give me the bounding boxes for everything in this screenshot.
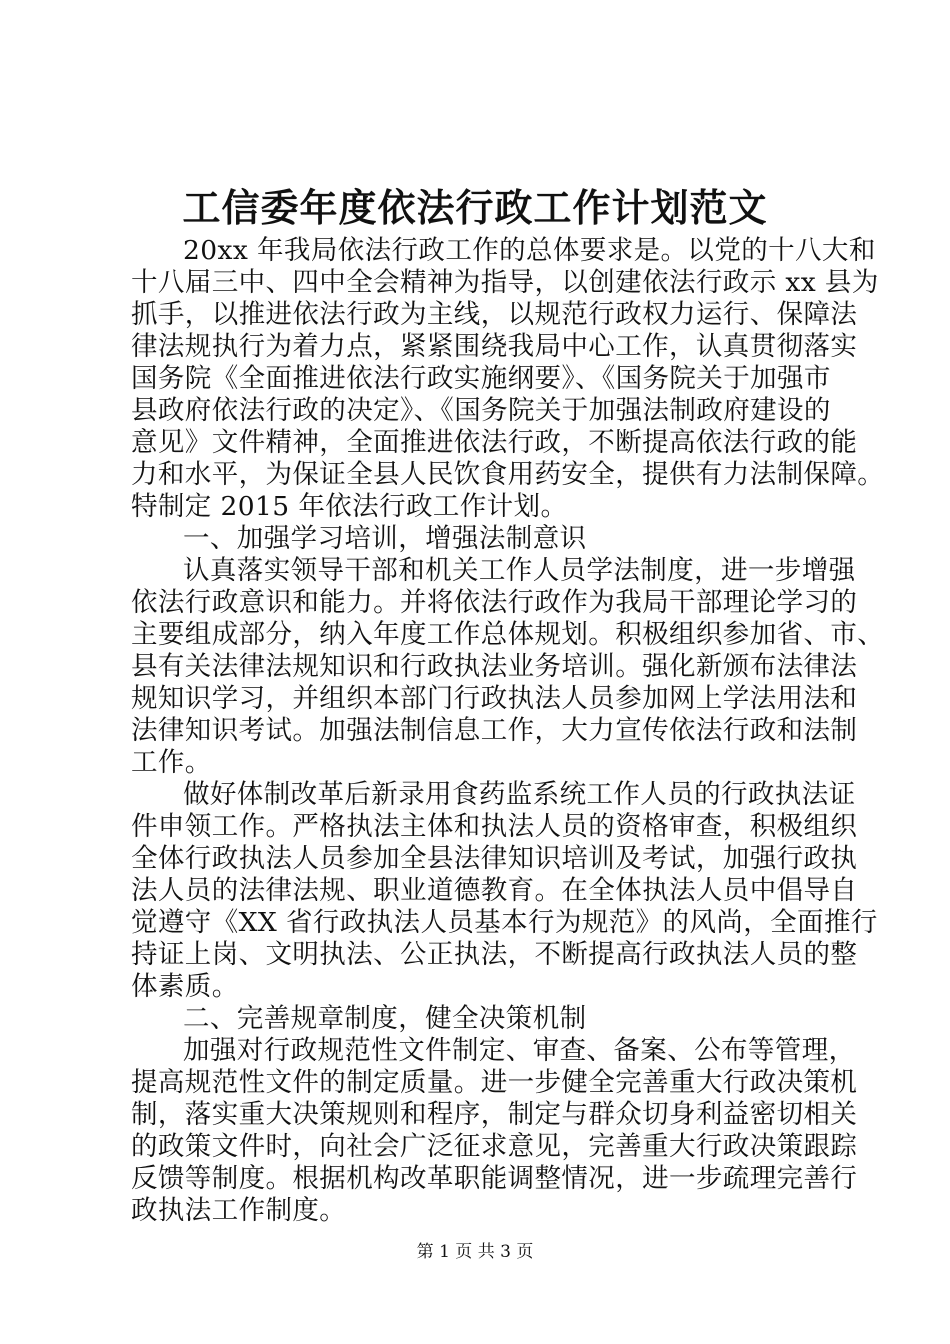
body-line: 法人员的法律法规、职业道德教育。在全体执法人员中倡导自 (131, 875, 858, 906)
body-line: 全体行政执法人员参加全县法律知识培训及考试，加强行政执 (131, 843, 858, 874)
body-line: 认真落实领导干部和机关工作人员学法制度，进一步增强 (183, 555, 856, 586)
body-line: 政执法工作制度。 (131, 1195, 347, 1226)
body-line: 制，落实重大决策规则和程序，制定与群众切身利益密切相关 (131, 1099, 858, 1130)
body-line: 提高规范性文件的制定质量。进一步健全完善重大行政决策机 (131, 1067, 858, 1098)
document-title: 工信委年度依法行政工作计划范文 (182, 185, 768, 230)
body-line: 件申领工作。严格执法主体和执法人员的资格审查，积极组织 (131, 811, 858, 842)
body-line: 反馈等制度。根据机构改革职能调整情况，进一步疏理完善行 (131, 1163, 858, 1194)
body-line: 一、加强学习培训，增强法制意识 (183, 523, 587, 554)
body-line: 二、完善规章制度，健全决策机制 (183, 1003, 587, 1034)
body-line: 力和水平，为保证全县人民饮食用药安全，提供有力法制保障。 (131, 459, 885, 490)
body-line: 体素质。 (131, 971, 239, 1002)
body-line: 抓手，以推进依法行政为主线，以规范行政权力运行、保障法 (131, 299, 858, 330)
body-line: 县有关法律法规知识和行政执法业务培训。强化新颁布法律法 (131, 651, 858, 682)
body-line: 法律知识考试。加强法制信息工作，大力宣传依法行政和法制 (131, 715, 858, 746)
document-body (131, 235, 885, 1227)
body-line: 县政府依法行政的决定》、《国务院关于加强法制政府建设的 (131, 395, 831, 426)
body-line: 的政策文件时，向社会广泛征求意见，完善重大行政决策跟踪 (131, 1131, 858, 1162)
body-line: 持证上岗、文明执法、公正执法，不断提高行政执法人员的整 (131, 939, 858, 970)
body-line: 依法行政意识和能力。并将依法行政作为我局干部理论学习的 (131, 587, 858, 618)
body-line: 规知识学习，并组织本部门行政执法人员参加网上学法用法和 (131, 683, 858, 714)
body-line: 加强对行政规范性文件制定、审查、备案、公布等管理， (183, 1035, 856, 1066)
body-line: 十八届三中、四中全会精神为指导，以创建依法行政示 xx 县为 (131, 267, 879, 298)
body-line: 特制定 2015 年依法行政工作计划。 (131, 491, 568, 522)
body-line: 意见》文件精神，全面推进依法行政，不断提高依法行政的能 (131, 427, 858, 458)
body-line: 工作。 (131, 747, 212, 778)
body-line: 做好体制改革后新录用食药监系统工作人员的行政执法证 (183, 779, 856, 810)
page-footer: 第 1 页 共 3 页 (416, 1242, 534, 1262)
body-line: 律法规执行为着力点，紧紧围绕我局中心工作，认真贯彻落实 (131, 331, 858, 362)
body-line: 觉遵守《XX 省行政执法人员基本行为规范》的风尚，全面推行 (131, 907, 878, 938)
body-line: 主要组成部分，纳入年度工作总体规划。积极组织参加省、市、 (131, 619, 885, 650)
body-line: 国务院《全面推进依法行政实施纲要》、《国务院关于加强市 (131, 363, 831, 394)
body-line: 20xx 年我局依法行政工作的总体要求是。以党的十八大和 (183, 235, 876, 266)
